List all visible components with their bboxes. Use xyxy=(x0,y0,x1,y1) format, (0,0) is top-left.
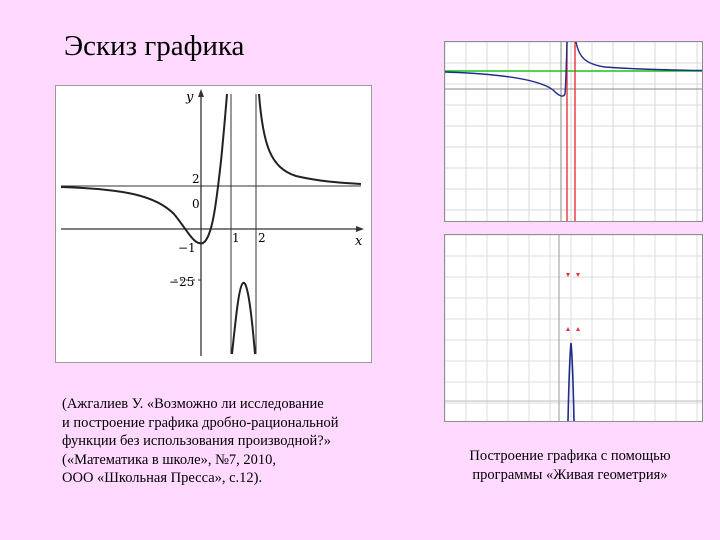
caption-line: Построение графика с помощью xyxy=(469,448,671,464)
citation-line: (Ажгалиев У. «Возможно ли исследование xyxy=(62,396,324,412)
curve-top-left xyxy=(445,42,567,96)
geometry-screenshot-bottom xyxy=(444,234,703,422)
caption xyxy=(430,447,710,484)
geometry-screenshot-top xyxy=(444,41,703,222)
sketch-label-y2: 2 xyxy=(192,172,200,186)
sketch-label-origin: 0 xyxy=(192,197,200,211)
geometry-graph-bottom xyxy=(445,235,702,421)
caption-line: программы «Живая геометрия» xyxy=(472,466,668,483)
sketch-y-label: y xyxy=(186,90,194,105)
sketch-label-x1: 1 xyxy=(232,231,240,245)
sketch-label-ym25: −25 xyxy=(169,275,195,289)
sketch-curve-left xyxy=(61,94,227,243)
citation-line: ООО «Школьная Пресса», с.12). xyxy=(62,470,263,486)
slide-title: Эскиз графика xyxy=(64,30,245,62)
sketch-curve-middle xyxy=(232,283,255,354)
citation-line: функции без использования производной?» xyxy=(62,433,331,449)
citation-line: и построение графика дробно-рациональной xyxy=(62,414,339,431)
citation xyxy=(62,395,392,488)
sketch-curve-right xyxy=(259,94,361,184)
sketch-label-ym1: −1 xyxy=(178,241,196,255)
sketch-figure xyxy=(55,85,372,363)
sketch-x-label: x xyxy=(355,234,363,249)
citation-line: («Математика в школе», №7, 2010, xyxy=(62,451,277,468)
geometry-graph-top xyxy=(445,42,702,221)
sketch-label-x2: 2 xyxy=(258,231,266,245)
curve-top-right xyxy=(576,42,702,71)
sketch-graph xyxy=(56,86,371,362)
